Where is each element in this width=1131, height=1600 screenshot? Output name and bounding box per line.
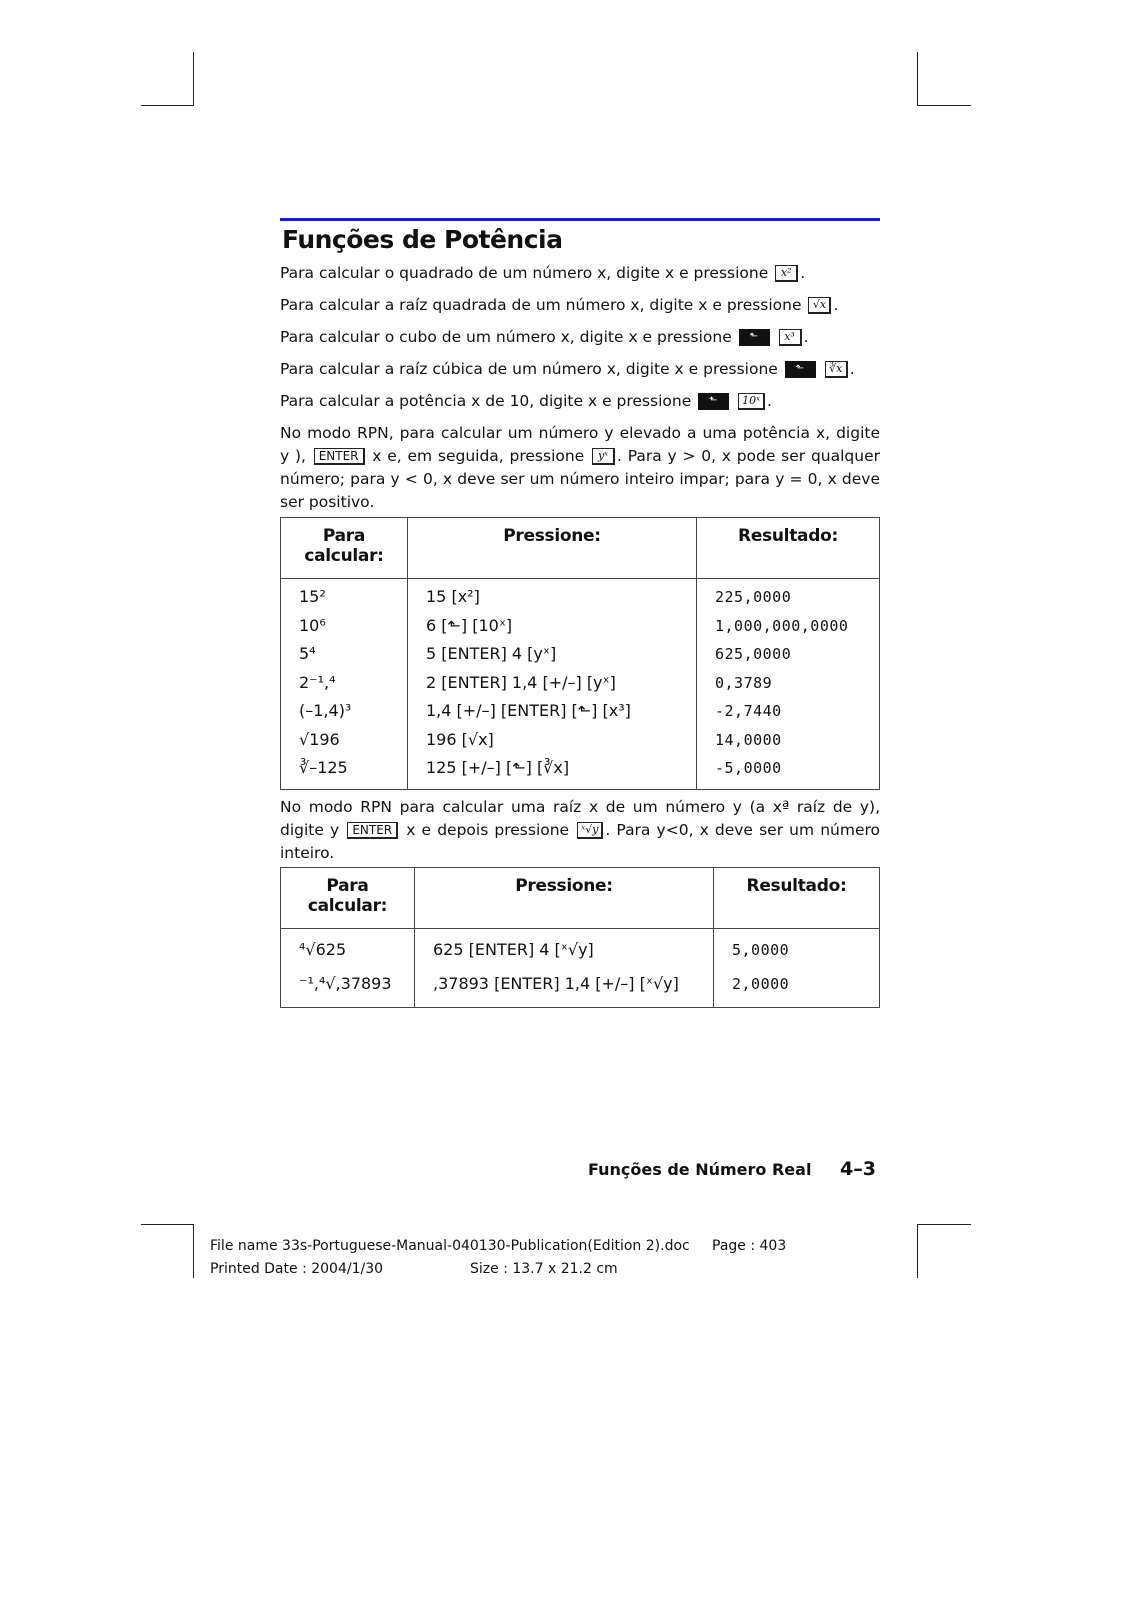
line-text: Para calcular a raíz quadrada de um número x, digite x e pressione [280, 296, 802, 314]
calc-cell: 2⁻¹,⁴ [299, 672, 336, 692]
result-cell: 5,0000 [732, 940, 790, 959]
press-column [415, 928, 714, 1007]
para-text: No modo RPN, para calcular um número y elevado a uma potência x, digite y ), [280, 424, 880, 465]
press-column [408, 579, 697, 790]
result-cell: 1,000,000,0000 [715, 616, 849, 635]
crop-mark-bl-v [193, 1224, 194, 1278]
press-cell: 1,4 [+/–] [ENTER] [⬑] [x³] [426, 701, 631, 720]
press-cell: 6 [⬑] [10ˣ] [426, 615, 513, 635]
file-page: Page : 403 [712, 1238, 787, 1254]
line-cube: Para calcular o cubo de um número x, digite x e pressione ⬑ x³ . [280, 328, 809, 346]
result-cell: -5,0000 [715, 759, 782, 777]
para-text: x e, em seguida, pressione [372, 447, 585, 465]
press-cell: 5 [ENTER] 4 [yˣ] [426, 644, 557, 663]
x-cubed-key-icon: x³ [779, 329, 802, 346]
header-result: Resultado: [697, 518, 880, 579]
cube-root-key-icon: ∛x [825, 361, 848, 378]
crop-mark-tr-v [917, 52, 918, 106]
result-cell: -2,7440 [715, 702, 782, 720]
crop-mark-br-v [917, 1224, 918, 1278]
table-row [281, 579, 880, 790]
power-table [280, 517, 880, 790]
enter-key-icon: ENTER [314, 448, 365, 465]
calc-column [281, 579, 408, 790]
result-column [714, 928, 880, 1007]
footer-page-number: 4–3 [840, 1158, 876, 1180]
table-header-row [281, 867, 880, 928]
para-text: . Para y > 0, x pode ser qualquer número; para y < 0, x deve ser um número inteiro impar; para y = 0, x deve ser positivo. [280, 447, 880, 511]
table-row [281, 928, 880, 1007]
line-text: Para calcular o cubo de um número x, digite x e pressione [280, 328, 732, 346]
calc-cell: √196 [299, 729, 340, 749]
calc-cell: ⁻¹,⁴√,37893 [299, 973, 392, 993]
rpn-paragraph [280, 422, 880, 514]
heading-rule [280, 218, 880, 221]
press-cell: ,37893 [ENTER] 1,4 [+/–] [ˣ√y] [433, 973, 679, 993]
calc-cell: 10⁶ [299, 615, 326, 635]
rpn-root-paragraph [280, 796, 880, 865]
left-shift-key-icon: ⬑ [739, 329, 770, 346]
root-table [280, 867, 880, 1008]
printed-date: Printed Date : 2004/1/30 [210, 1261, 384, 1277]
result-column [697, 579, 880, 790]
ten-power-key-icon: 10ˣ [738, 393, 765, 410]
result-cell: 625,0000 [715, 645, 792, 663]
y-power-x-key-icon: yˣ [592, 448, 615, 465]
press-cell: 196 [√x] [426, 729, 494, 749]
line-power-ten: Para calcular a potência x de 10, digite x e pressione ⬑ 10ˣ . [280, 392, 772, 410]
calc-cell: 5⁴ [299, 644, 316, 663]
press-cell: 2 [ENTER] 1,4 [+/–] [yˣ] [426, 672, 616, 692]
header-press: Pressione: [415, 867, 714, 928]
line-text: Para calcular a raíz cúbica de um número x, digite x e pressione [280, 360, 778, 378]
press-cell: 625 [ENTER] 4 [ˣ√y] [433, 939, 594, 959]
result-cell: 14,0000 [715, 730, 782, 749]
left-shift-key-icon: ⬑ [785, 361, 816, 378]
result-cell: 2,0000 [732, 974, 790, 993]
calc-cell: (–1,4)³ [299, 701, 352, 720]
para-text: x e depois pressione [406, 820, 570, 839]
result-cell: 225,0000 [715, 588, 792, 606]
result-cell: 0,3789 [715, 673, 773, 692]
calc-column [281, 928, 415, 1007]
line-text: Para calcular o quadrado de um número x, digite x e pressione [280, 264, 769, 282]
header-calc: Para calcular: [281, 518, 408, 579]
crop-mark-tl-h [141, 105, 194, 106]
header-result: Resultado: [714, 867, 880, 928]
calc-cell: 15² [299, 587, 326, 606]
calc-cell: ∛–125 [299, 758, 348, 777]
footer-section-title: Funções de Número Real [588, 1160, 812, 1179]
header-press: Pressione: [408, 518, 697, 579]
enter-key-icon: ENTER [347, 822, 398, 839]
para-text: . Para y<0, x deve ser um número inteiro. [280, 820, 881, 862]
x-squared-key-icon: x² [775, 265, 798, 282]
header-calc: Para calcular: [281, 867, 415, 928]
press-cell: 15 [x²] [426, 587, 480, 606]
crop-mark-tl-v [193, 52, 194, 106]
table-header-row [281, 518, 880, 579]
line-square: Para calcular o quadrado de um número x, digite x e pressione x² . [280, 264, 806, 282]
para-text: No modo RPN para calcular uma raíz x de um número y (a xª raíz de y), digite y [280, 797, 880, 839]
left-shift-key-icon: ⬑ [698, 393, 729, 410]
paper-size: Size : 13.7 x 21.2 cm [470, 1261, 618, 1277]
crop-mark-br-h [917, 1224, 971, 1225]
line-text: Para calcular a potência x de 10, digite x e pressione [280, 392, 692, 410]
file-name: File name 33s-Portuguese-Manual-040130-Publication(Edition 2).doc [210, 1238, 690, 1254]
press-cell: 125 [+/–] [⬑] [∛x] [426, 758, 570, 777]
calc-cell: ⁴√625 [299, 939, 347, 959]
line-sqrt: Para calcular a raíz quadrada de um número x, digite x e pressione √x . [280, 296, 839, 314]
sqrt-key-icon: √x [808, 297, 831, 314]
crop-mark-tr-h [917, 105, 971, 106]
line-cube-root: Para calcular a raíz cúbica de um número x, digite x e pressione ⬑ ∛x . [280, 360, 855, 378]
x-root-y-key-icon: ˣ√y [577, 822, 603, 839]
crop-mark-bl-h [141, 1224, 194, 1225]
section-heading: Funções de Potência [282, 225, 563, 254]
page-content [280, 218, 880, 1008]
